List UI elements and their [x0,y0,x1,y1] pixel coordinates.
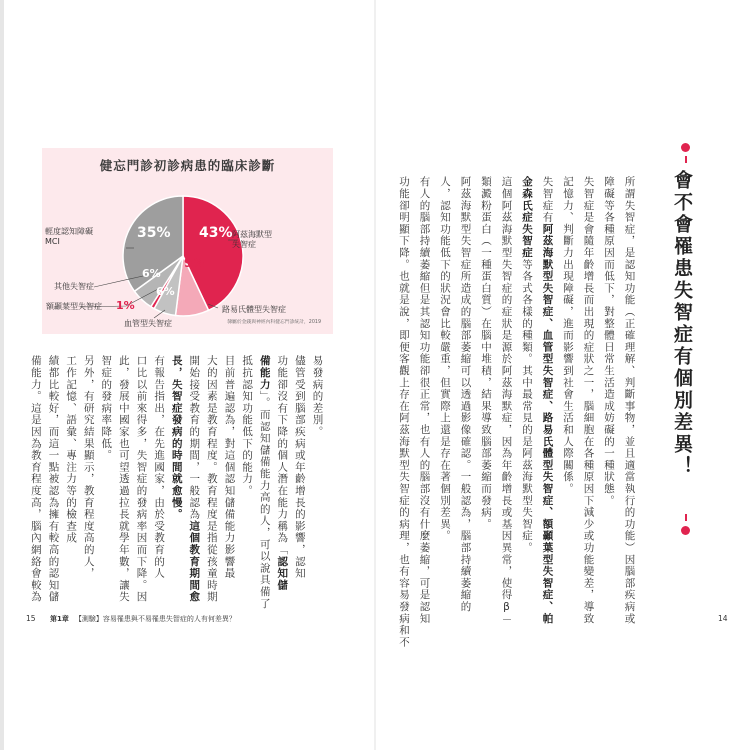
body-text: 障礙等各種原因而低下，對整體日常生活造成妨礙的一種狀態。 [603,176,615,507]
body-text: 績都比較好，而這一點被認為擁有較高的認知儲 [47,355,60,603]
left-text-column [118,355,129,603]
emphasis-text: 認知儲 [276,555,289,592]
body-text: 類澱粉蛋白（一種蛋白質）在腦中堆積，結果導致腦部萎縮而發病。 [480,176,492,530]
body-text: 另外，有研究結果顯示，教育程度高的人， [82,355,95,580]
label-ftd: 額顳葉型失智症 [46,302,102,311]
chart-panel [42,148,333,334]
body-text: 智症的發病率降低。 [100,355,113,462]
book-gutter [374,0,376,750]
emphasis-text: 金森氏症失智症 [521,176,533,259]
title-dash-bottom [685,514,687,521]
label-other-dementia: 其他失智症 [54,282,94,291]
right-text-column [419,176,430,624]
right-text-column [583,176,594,624]
running-head-text: 【測驗】容易罹患與不易罹患失智症的人有何差異？ [74,615,236,623]
body-text: 記憶力、判斷力出現障礙，進而影響到社會生活和人際關係。 [562,176,574,495]
emphasis-text: 阿茲海默型失智症、血管型失智症、路易氏體型失智症、額顳葉型失智症、帕 [541,223,554,625]
left-text-column [66,355,77,544]
chapter-label: 第1章 [50,615,69,623]
left-text-column [224,355,235,579]
chart-source-note: 隸屬於金錢與神經內科健忘門診統計，2019 [227,320,321,325]
left-page-number: 15 [26,614,36,623]
right-text-column [563,176,574,495]
left-text-column [294,355,305,579]
title-dot-bottom [681,526,690,535]
body-text: 人，認知功能低下的狀況會比較嚴重，但實際上還是存在著個別差異。 [439,176,451,542]
body-text: 功能卻明顯下降。也就是說，即便客觀上存在阿茲海默型失智症的病理，也有容易發病和不 [398,176,410,648]
label-alzheimer: 阿茲海默型 失智症 [232,230,272,250]
title-dash-top [685,156,687,163]
pct-lewy: 9% [184,256,205,270]
left-text-column [312,355,323,438]
body-text: 工作記憶、語彙、專注力等的檢查成 [65,355,78,544]
right-text-column [399,176,410,648]
body-text: 這個阿茲海默型失智症的症狀是源於阿茲海默症，因為年齡增長或基因異常，使得β－ [500,176,513,626]
left-text-column [101,355,112,461]
body-text: 易發病的差別。 [311,355,324,438]
body-text: 阿茲海默型失智症所造成的腦部萎縮可以透過影像確認。一般認為，腦部持續萎縮的 [459,176,472,613]
emphasis-text: 長，失智症發病的時間就愈慢。 [170,355,183,521]
body-text: 有人的腦部持續萎縮但是其認知功能卻很正常，也有人的腦部沒有什麼萎縮，可是認知 [418,176,431,625]
body-text: 」。而認知儲備能力高的人，可以說具備了 [258,390,271,610]
left-text-column [83,355,94,579]
body-text: 抵抗認知功能低下的能力。 [241,355,254,497]
right-text-column [624,176,635,624]
right-text-column [440,176,451,542]
right-page-number: 14 [718,614,728,623]
title-dot-top [681,143,690,152]
right-text-column [522,176,533,554]
chart-title: 健忘門診初診病患的臨床診斷 [99,158,276,173]
running-head [40,614,236,624]
body-text: 所謂失智症，是認知功能（正確理解、判斷事物，並且適當執行的功能）因腦部疾病或 [623,176,636,625]
body-text: 此，發展中國家也可望透過拉長就學年數，讓失 [117,355,130,603]
emphasis-text: 備能力 [258,355,271,391]
right-text-column [604,176,615,506]
page-edge [0,0,4,750]
left-text-column [48,355,59,603]
body-text: 有報告指出，在先進國家，由於受教育的人 [153,355,166,580]
body-text: 失智症是會隨年齡增長而出現的症狀之一，腦細胞在各種原因下減少或功能變差，導致 [582,176,595,625]
right-text-column [501,176,512,626]
left-text-column [189,355,200,603]
right-text-column [542,176,553,624]
body-text: 目前普遍認為，對這個認知儲備能力影響最 [223,355,236,580]
body-text: 備能力。這是因為教育程度高，腦內網絡會較為 [29,355,42,603]
left-text-column [30,355,41,603]
body-text: 大的因素是教育程度。教育程度是指從孩童時期 [205,355,218,603]
left-text-column [154,355,165,579]
pct-alzheimer: 43% [199,225,233,241]
pct-ftd: 1% [116,299,135,312]
label-vascular: 血管型失智症 [124,319,172,328]
body-text: 儘管受到腦部疾病或年齡增長的影響，認知 [293,355,306,580]
right-text-column [481,176,492,530]
pct-mci: 35% [137,225,171,241]
body-text: 失智症有 [541,176,554,224]
right-text-column [460,176,471,613]
chapter-title: 會不會罹患失智症有個別差異！ [671,170,693,478]
body-text: 口比以前來得多，失智症的發病率因而下降。因 [135,355,148,603]
body-text: 開始接受教育的期間，一般認為 [188,355,201,521]
emphasis-text: 這個教育期間愈 [188,520,201,603]
left-text-column [206,355,217,603]
left-text-column [171,355,182,520]
label-lewy: 路易氏體型失智症 [222,305,286,314]
left-text-column [277,355,288,591]
pct-vascular: 6% [156,285,175,298]
body-text: 功能卻沒有下降的個人潛在能力稱為「 [276,355,289,556]
left-text-column [136,355,147,603]
left-text-column [259,355,270,609]
label-mci: 輕度認知障礙 MCI [45,227,93,247]
left-text-column [242,355,253,497]
body-text: 等各式各樣的種類。其中最常見的是阿茲海默型失智症。 [521,258,533,554]
pct-other: 6% [142,267,161,280]
